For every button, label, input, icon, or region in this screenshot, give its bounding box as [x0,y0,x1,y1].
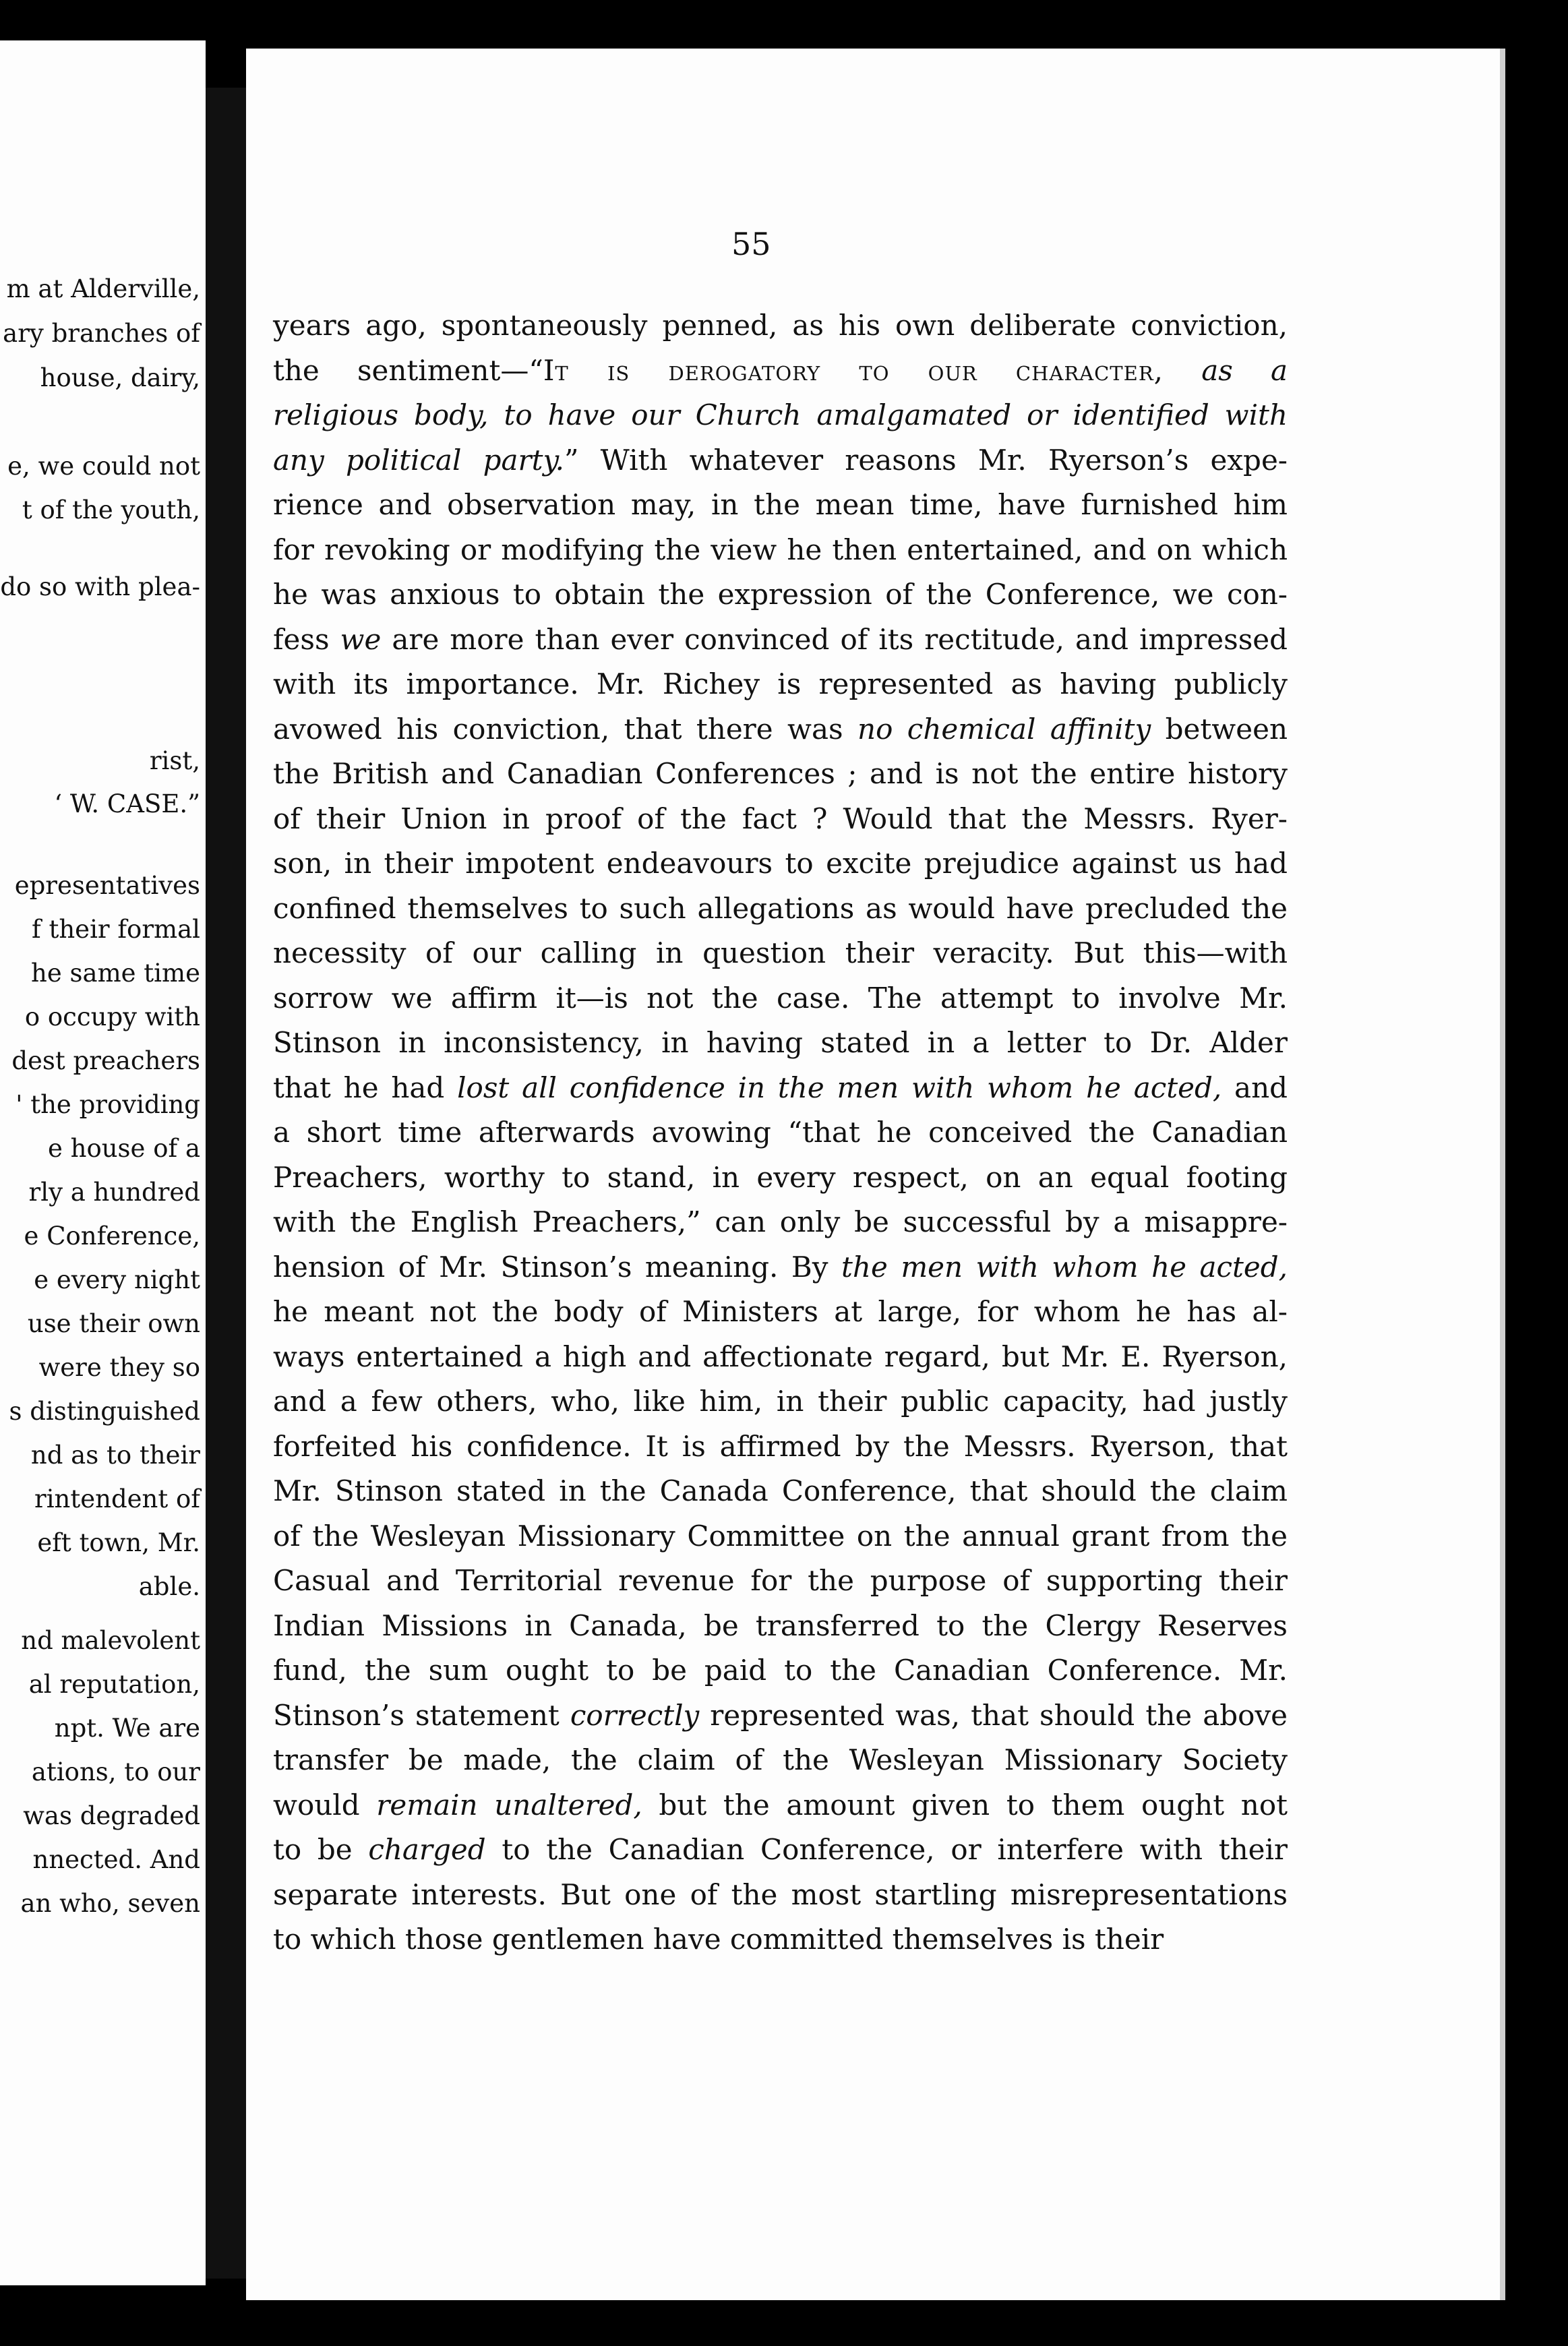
text-segment: between [1151,712,1288,746]
left-text-fragment: ations, to our [31,1757,200,1786]
text-line [273,1559,1288,1604]
text-segment: separate interests. But one of the most startling misrepresentations [273,1877,1288,1911]
text-segment [1164,354,1201,387]
text-segment: transfer be made, the claim of the Wesleyan Missionary Society [273,1743,1288,1776]
left-text-fragment: al reputation, [28,1670,200,1699]
italic-text: correctly [570,1698,700,1732]
text-line [273,841,1288,886]
left-text-fragment: ary branches of [3,319,200,348]
text-line [273,1469,1288,1514]
left-text-fragment: o occupy with [24,1002,200,1031]
left-text-fragment: rly a hundred [28,1178,200,1207]
italic-text: religious body, to have our Church amalgamated or identified with [273,398,1288,431]
italic-text: any political party. [273,443,564,477]
left-text-fragment: rist, [149,746,200,775]
text-line [273,976,1288,1021]
left-text-fragment: he same time [31,959,200,988]
text-segment: the sentiment—“ [273,353,543,387]
left-text-fragment: nd as to their [30,1441,200,1470]
text-segment: of their Union in proof of the fact ? Would that the Messrs. Ryer- [273,802,1288,835]
text-segment: ways entertained a high and affectionate regard, but Mr. E. Ryerson, [273,1340,1288,1373]
italic-text: we [340,622,382,656]
text-line [273,528,1288,573]
text-segment: to the Canadian Conference, or interfere with their [485,1833,1288,1866]
text-segment: would [273,1788,377,1822]
text-line [273,1379,1288,1424]
text-segment: ” With whatever reasons Mr. Ryerson’s expe- [564,443,1288,477]
left-text-fragment: able. [138,1572,200,1601]
left-text-fragment: rintendent of [34,1484,200,1513]
left-text-fragment: npt. We are [54,1714,200,1743]
text-segment: he was anxious to obtain the expression of the Conference, we con- [273,578,1288,611]
text-segment: of the Wesleyan Missionary Committee on the annual grant from the [273,1519,1288,1553]
left-text-fragment: f their formal [32,915,200,944]
text-line [273,572,1288,618]
text-line [273,752,1288,797]
left-text-fragment: nd malevolent [21,1626,200,1655]
text-segment: necessity of our calling in question their veracity. But this—with [273,936,1288,969]
text-segment: Casual and Territorial revenue for the purpose of supporting their [273,1564,1288,1597]
text-segment: fess [273,622,340,656]
text-line [273,1066,1288,1111]
text-line [273,1693,1288,1739]
text-line [273,1021,1288,1066]
text-segment: represented was, that should the above [699,1698,1288,1732]
left-text-fragment: use their own [27,1309,200,1338]
text-segment: avowed his conviction, that there was [273,712,858,746]
text-line [273,349,1288,394]
text-segment: fund, the sum ought to be paid to the Canadian Conference. Mr. [273,1654,1288,1687]
text-segment: rience and observation may, in the mean time, have furnished him [273,488,1288,521]
text-line [273,393,1288,438]
text-segment: a short time afterwards avowing “that he conceived the Canadian [273,1116,1288,1149]
italic-text: as a [1201,353,1288,387]
text-line [273,303,1288,349]
text-line [273,662,1288,707]
text-line [273,1648,1288,1693]
text-line [273,1514,1288,1559]
text-segment: Stinson’s statement [273,1698,570,1732]
page-number: 55 [731,226,771,262]
text-line [273,1783,1288,1828]
text-segment: confined themselves to such allegations as would have precluded the [273,891,1288,925]
text-segment: with the English Preachers,” can only be successful by a misappre- [273,1205,1288,1238]
text-segment: years ago, spontaneously penned, as his own deliberate conviction, [273,309,1288,342]
text-segment: Indian Missions in Canada, be transferred to the Clergy Reserves [273,1608,1288,1642]
text-line [273,483,1288,528]
italic-text: lost all confidence in the men with whom he acted, [457,1071,1222,1104]
text-segment: are more than ever convinced of its rectitude, and impressed [381,622,1288,656]
left-text-fragment: t of the youth, [22,495,200,524]
text-segment: to be [273,1833,369,1866]
text-line [273,886,1288,932]
page-edge [1500,49,1505,2300]
left-text-fragment: do so with plea- [0,572,200,601]
left-text-fragment: e, we could not [7,452,200,481]
body-text [273,303,1288,1962]
text-segment: but the amount given to them ought not [642,1788,1288,1822]
text-segment: Preachers, worthy to stand, in every respect, on an equal footing [273,1160,1288,1194]
left-text-fragment: was degraded [23,1801,200,1830]
text-line [273,1335,1288,1380]
text-segment: with its importance. Mr. Richey is represented as having publicly [273,667,1288,700]
text-line [273,1290,1288,1335]
text-line [273,1155,1288,1201]
book-gutter [206,88,246,2279]
text-line [273,1200,1288,1245]
italic-text: the men with whom he acted, [841,1250,1288,1284]
text-line [273,1873,1288,1918]
left-page-fragment [0,40,206,2285]
text-line [273,797,1288,842]
italic-text: charged [368,1833,486,1866]
left-text-fragment: e every night [34,1265,200,1294]
left-text-fragment: eft town, Mr. [37,1528,200,1557]
left-text-fragment: were they so [38,1353,200,1382]
left-text-fragment: e house of a [47,1134,200,1163]
text-line [273,1917,1288,1962]
text-segment: Stinson in inconsistency, in having stated in a letter to Dr. Alder [273,1026,1288,1059]
text-segment: for revoking or modifying the view he then entertained, and on which [273,533,1288,566]
small-caps-text: It is derogatory to our character, [543,353,1164,387]
text-segment: to which those gentlemen have committed themselves is their [273,1923,1164,1956]
text-segment: he meant not the body of Ministers at large, for whom he has al- [273,1295,1288,1328]
left-text-fragment: dest preachers [11,1046,200,1075]
italic-text: no chemical affinity [857,712,1151,746]
text-segment: and [1222,1071,1288,1104]
text-line [273,931,1288,976]
text-segment: forfeited his confidence. It is affirmed by the Messrs. Ryerson, that [273,1429,1288,1463]
text-segment: hension of Mr. Stinson’s meaning. By [273,1250,842,1284]
text-segment: son, in their impotent endeavours to excite prejudice against us had [273,847,1288,880]
text-line [273,1424,1288,1470]
italic-text: remain unaltered, [376,1788,642,1822]
left-text-fragment: m at Alderville, [6,274,200,303]
left-text-fragment: ' the providing [16,1090,200,1119]
left-text-fragment: nnected. And [32,1845,200,1874]
text-segment: sorrow we affirm it—is not the case. The attempt to involve Mr. [273,981,1288,1015]
text-line [273,707,1288,752]
left-text-fragment: house, dairy, [40,363,200,392]
left-text-fragment: s distinguished [9,1397,200,1426]
text-line [273,1828,1288,1873]
text-segment: and a few others, who, like him, in their public capacity, had justly [273,1385,1288,1418]
left-text-fragment: an who, seven [20,1889,200,1918]
left-text-fragment: epresentatives [14,871,200,900]
left-text-fragment: ‘ W. CASE.” [54,789,200,818]
text-line [273,1738,1288,1783]
text-line [273,438,1288,483]
text-line [273,1245,1288,1290]
text-segment: that he had [273,1071,458,1104]
left-text-fragment: e Conference, [24,1222,200,1251]
text-line [273,1604,1288,1649]
text-segment: the British and Canadian Conferences ; and is not the entire history [273,757,1288,790]
text-line [273,618,1288,663]
text-line [273,1110,1288,1155]
text-segment: Mr. Stinson stated in the Canada Conference, that should the claim [273,1474,1288,1507]
